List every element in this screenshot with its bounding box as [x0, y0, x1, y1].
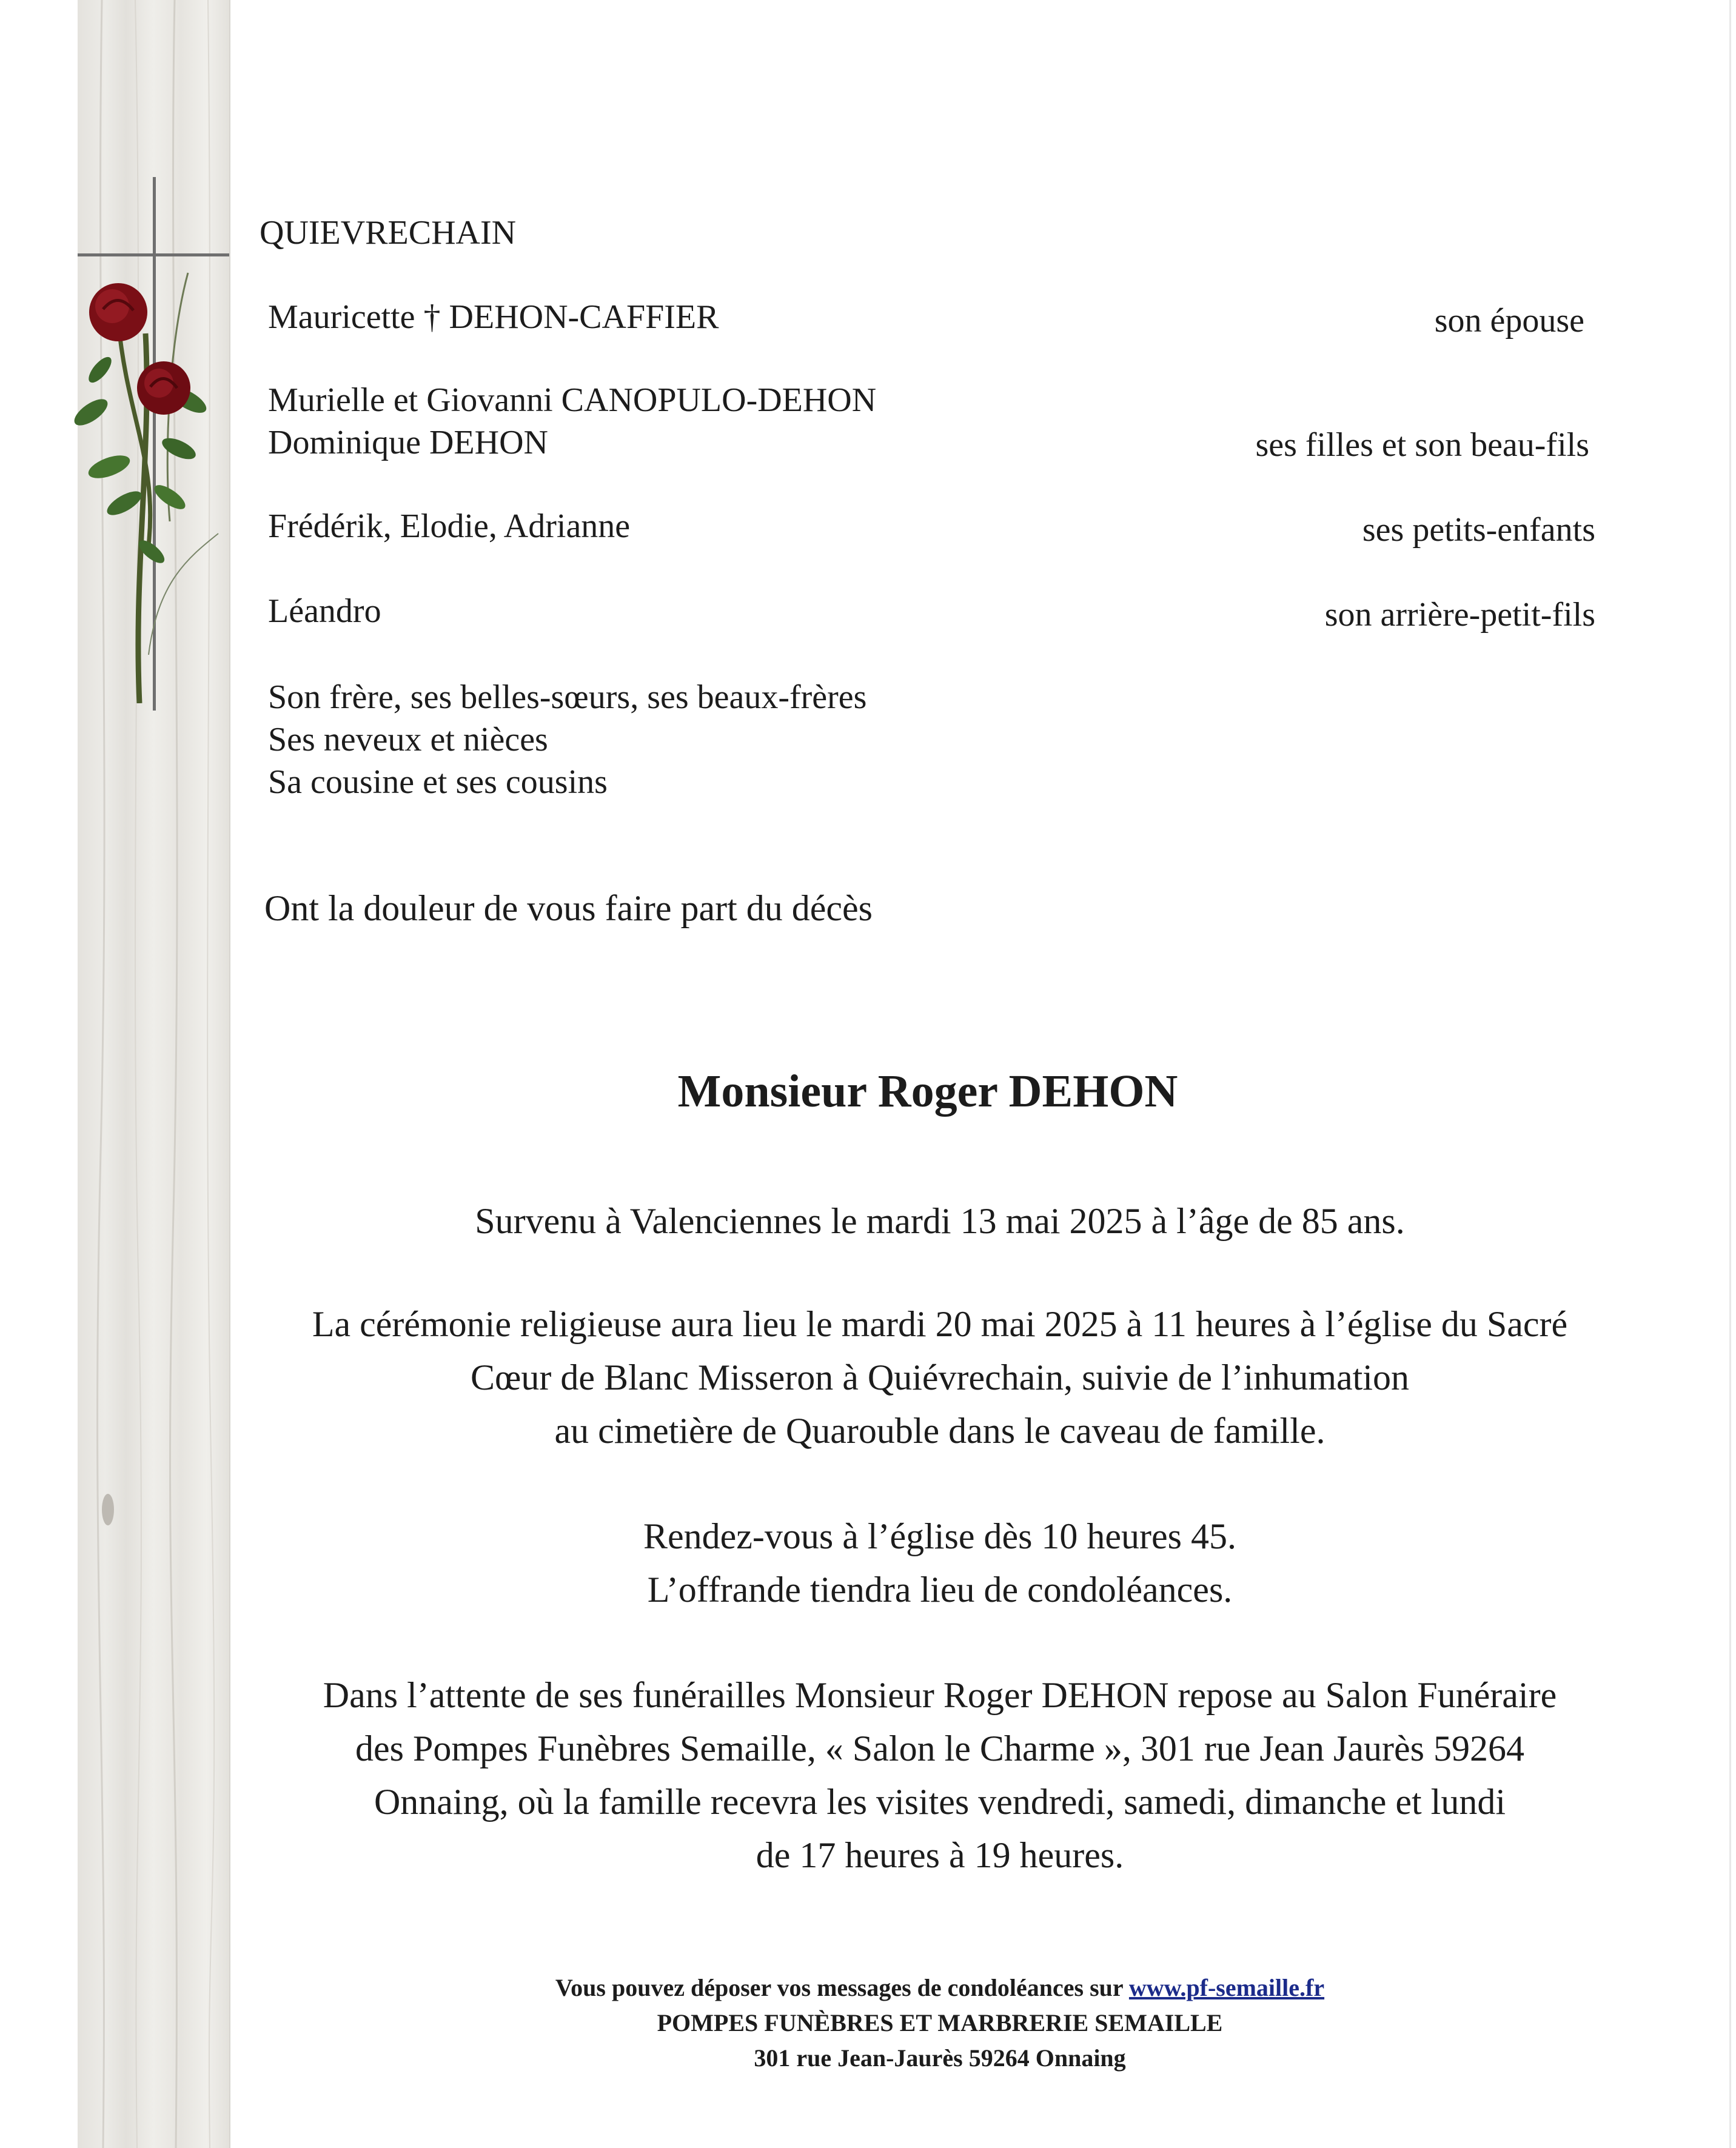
death-notice [230, 1194, 1649, 1248]
family-relation: son épouse [1434, 302, 1584, 340]
visits-paragraph [230, 1668, 1649, 1882]
cross-horizontal-bar [78, 253, 229, 256]
company-name: POMPES FUNÈBRES ET MARBRERIE SEMAILLE [657, 2009, 1223, 2036]
ceremony-line: La cérémonie religieuse aura lieu le mardi 20 mai 2025 à 11 heures à l’église du Sacré [312, 1304, 1568, 1344]
family-name: Dominique DEHON [268, 424, 548, 461]
family-name: Léandro [268, 592, 381, 630]
relatives-line: Son frère, ses belles-sœurs, ses beaux-frères [268, 678, 867, 716]
family-name: Frédérik, Elodie, Adrianne [268, 507, 631, 545]
deceased-name: Monsieur Roger DEHON [677, 1066, 1178, 1117]
visits-line: des Pompes Funèbres Semaille, « Salon le Charme », 301 rue Jean Jaurès 59264 [355, 1728, 1524, 1768]
visits-line: Onnaing, où la famille recevra les visites vendredi, samedi, dimanche et lundi [374, 1782, 1506, 1822]
location-heading: QUIEVRECHAIN [260, 214, 517, 252]
other-relatives [268, 676, 866, 803]
ceremony-line: au cimetière de Quarouble dans le caveau de famille. [554, 1411, 1325, 1451]
relatives-line: Ses neveux et nièces [268, 721, 548, 758]
rendezvous-paragraph [230, 1510, 1649, 1616]
death-line: Survenu à Valenciennes le mardi 13 mai 2025 à l’âge de 85 ans. [475, 1201, 1405, 1241]
red-roses-icon [67, 267, 224, 703]
website-link[interactable]: www.pf-semaille.fr [1128, 1974, 1325, 2001]
family-name: Murielle et Giovanni CANOPULO-DEHON [268, 381, 877, 419]
page-edge [1729, 0, 1731, 2148]
footer [230, 1970, 1649, 2076]
relatives-line: Sa cousine et ses cousins [268, 763, 608, 801]
family-name: Mauricette † DEHON-CAFFIER [268, 298, 719, 336]
company-address: 301 rue Jean-Jaurès 59264 Onnaing [754, 2044, 1126, 2072]
family-relation: ses petits-enfants [1362, 511, 1595, 549]
rendezvous-line: Rendez-vous à l’église dès 10 heures 45. [643, 1516, 1237, 1556]
visits-line: Dans l’attente de ses funérailles Monsieur Roger DEHON repose au Salon Funéraire [323, 1675, 1557, 1715]
ceremony-paragraph [230, 1297, 1649, 1457]
family-names-block [268, 379, 876, 464]
visits-line: de 17 heures à 19 heures. [756, 1835, 1124, 1875]
ceremony-line: Cœur de Blanc Misseron à Quiévrechain, suivie de l’inhumation [471, 1357, 1409, 1397]
condolences-text: Vous pouvez déposer vos messages de condoléances sur [555, 1974, 1129, 2001]
family-relation: son arrière-petit-fils [1324, 596, 1595, 634]
condolences-line [230, 1970, 1649, 2006]
announcement-text: Ont la douleur de vous faire part du décès [264, 888, 873, 928]
rendezvous-line: L’offrande tiendra lieu de condoléances. [647, 1570, 1233, 1610]
family-relation: ses filles et son beau-fils [1255, 426, 1589, 464]
